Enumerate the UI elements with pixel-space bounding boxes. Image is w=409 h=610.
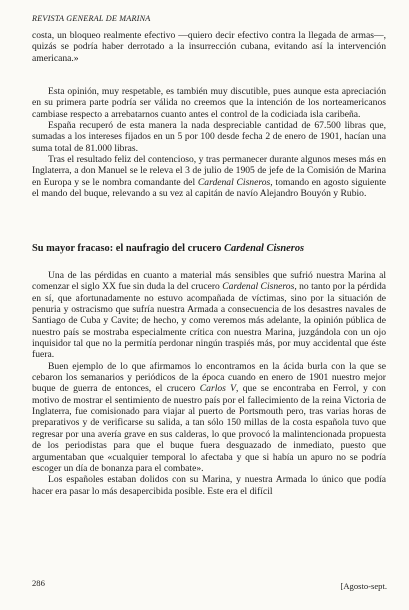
paragraph-perdidas-after: , no tanto por la pérdida en sí, que afortunadamente no estuvo acompañada de víctimas, sino por la situación de penuria y ostracismo que sufría nuestra Armada a consecuencia de los desastres navales de Santiago de Cuba y Cavite; de hecho, y como veremos más adelante, la opinión pública de nuestro país se mostraba especialmente crítica con nuestra Marina, juzgándola con un ojo inquisidor tal que no la permitía perdonar ningún traspiés más, por muy accidental que éste fuera. [32,281,387,361]
paragraph-espana: España recuperó de esta manera la nada despreciable cantidad de 67.500 libras que, sumadas a los intereses fijados en un 5 por 100 desde fecha 2 de enero de 1901, hacían una suma total de 81.000 libras. [32,120,386,154]
paragraph-perdidas-before: Una de las pérdidas en cuanto a material más sensibles que sufrió nuestra Marina al comenzar el siglo XX fue sin duda la del crucero [32,270,386,293]
quote-paragraph: costa, un bloqueo realmente efectivo —quiero decir efectivo contra la llegada de armas—, quizás se podría haber derrotado a la insurrección cubana, evitando así la intervención americana.» [32,30,386,64]
page-number: 286 [32,578,45,588]
running-title: REVISTA GENERAL DE MARINA [32,14,151,23]
ship-name-carlos-v: Carlos V [199,383,237,395]
paragraph-cardenal-after: , tomando en agosto siguiente el mando del buque, relevando a su vez al capitán de navío Alejandro Bouyón y Rubio. [32,176,386,200]
paragraph-cardenal [32,154,386,199]
quote-block [32,30,386,64]
ship-name-cisneros: Cardenal Cisneros [222,281,295,293]
paragraph-perdidas [32,270,386,361]
ship-name-cardenal: Cardenal Cisneros [197,176,271,188]
body-section [32,270,386,497]
section-heading-prefix: Su mayor fracaso: el naufragio del crucero [32,243,225,254]
paragraph-ejemplo-after: , que se encontraba en Ferrol, y con motivo de mostrar el sentimiento de nuestro país por el fallecimiento de la reina Victoria de Inglaterra, fue comisionado para viajar al puerto de Portsmouth pero, tras varias horas de preparativos y de verificarse su salida, a tan sólo 150 millas de la costa española tuvo que regresar por una avería grave en sus calderas, lo que provocó la malintencionada propuesta de los periodistas para que el buque fuera desguazado de inmediato, puesto que argumentaban que «cualquier temporal lo afectaba y que si había un apuro no se podría escoger un día de bonanza para el combate». [32,383,386,474]
body-top [32,86,386,199]
section-heading [32,243,386,254]
paragraph-final: Los españoles estaban dolidos con su Marina, y nuestra Armada lo único que podía hacer era pasar lo más desapercibida posible. Este era el difícil [32,474,386,497]
paragraph-ejemplo [32,361,386,474]
paragraph-opinion: Esta opinión, muy respetable, es también muy discutible, pues aunque esta apreciación en su primera parte podría ser válida no creemos que la intención de los norteamericanos cambiase respecto a arrebatarnos cuanto antes el control de la codiciada isla caribeña. [32,86,386,120]
paragraph-cardenal-before: Tras el resultado feliz del contencioso, y tras permanecer durante algunos meses más en Inglaterra, a don Manuel se le releva el 3 de julio de 1905 de jefe de la Comisión de Marina en Europa y se le nombra comandante del [32,154,386,188]
issue-label: [Agosto-sept. [340,581,387,591]
section-heading-ship: Cardenal Cisneros [224,243,305,254]
paragraph-ejemplo-before: Buen ejemplo de lo que afirmamos lo encontramos en la ácida burla con la que se cebaron los semanarios y periódicos de la época cuando en enero de 1901 nuestro mejor buque de guerra de entonces, el crucero [32,360,386,395]
